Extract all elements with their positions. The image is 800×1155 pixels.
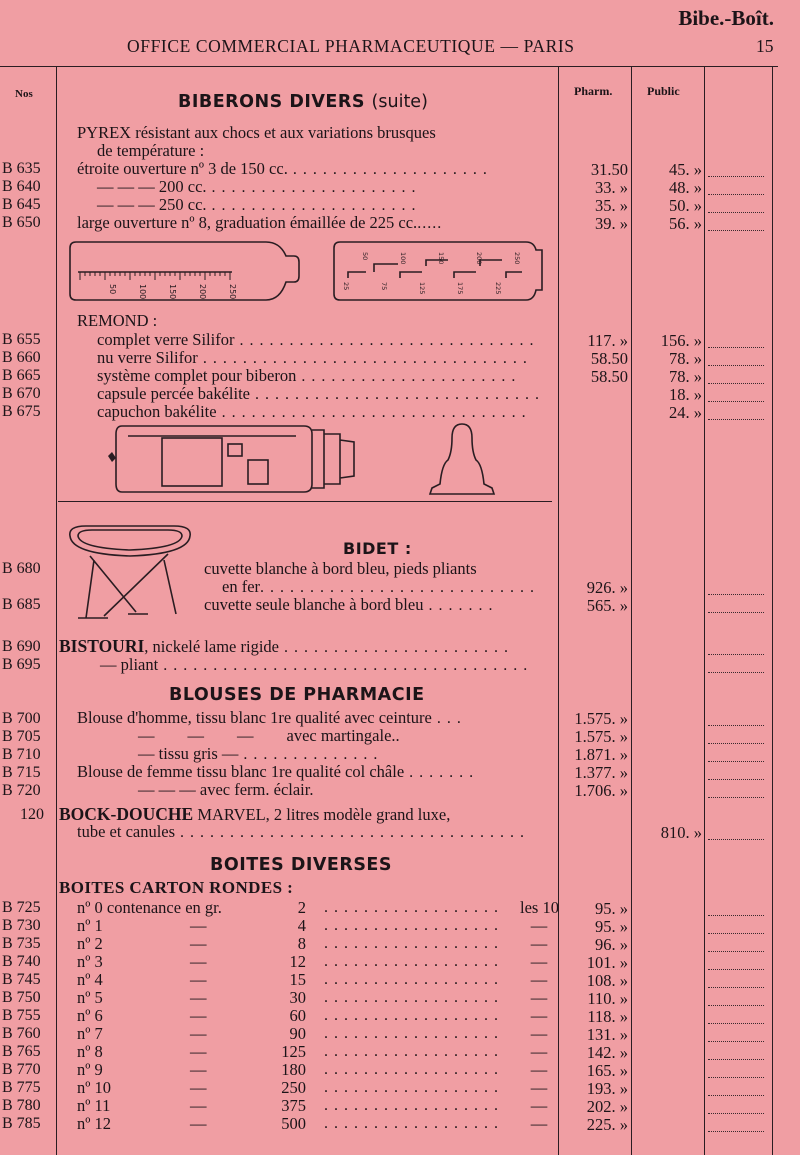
ditto-mark: — [190,1114,207,1133]
item-code: B 665 [2,367,41,384]
bidet-heading: BIDET : [343,539,412,558]
column-divider-right [772,66,773,1155]
pyrex-description-2: de température : [97,141,205,160]
box-number: nº 10 [77,1078,111,1097]
item-text: — — — 250 cc. [97,195,207,214]
column-divider-code [56,66,57,1155]
dotted-line [708,594,764,595]
unit-quantity: — [530,952,548,971]
item-code: B 655 [2,331,41,348]
leader-dots: . . . . . . . . . . . . . . . . . . [324,1061,499,1078]
pharm-price: 225. » [586,1115,628,1134]
box-number: nº 2 [77,934,103,953]
unit-quantity: — [530,1114,548,1133]
ditto-mark: — [190,970,207,989]
pharm-price: 95. » [595,917,628,936]
item-code: B 660 [2,349,41,366]
leader-dots: . . . [431,710,462,727]
item-code: B 680 [2,560,41,577]
dotted-line [708,1059,764,1060]
pharm-price: 39. » [595,214,628,233]
page-header-title: OFFICE COMMERCIAL PHARMACEUTIQUE — PARIS [127,36,575,56]
graduation-label: 25 [342,282,350,291]
column-header-public: Public [647,84,680,98]
dotted-line [708,933,764,934]
item-text: , nickelé lame rigide [144,637,279,656]
pharm-price: 1.706. » [574,781,628,800]
unit-quantity: — [530,916,548,935]
pharm-price: 165. » [586,1061,628,1080]
pharm-price: 95. » [595,899,628,918]
dotted-line [708,419,764,420]
dotted-line [708,761,764,762]
leader-dots: . . . . . . . . . . . . . . . . . . [324,1079,499,1096]
ditto-mark: — [190,916,207,935]
pharm-price: 58.50 [590,367,628,386]
item-code: B 725 [2,899,41,916]
leader-dots: . . . . . . . . . . . . . . . . . . . . . . . . . . . . . . . [216,404,527,421]
leader-dots: . . . . . . . . . . . . . . . . . . [324,1007,499,1024]
item-description [100,656,528,675]
dotted-line [708,612,764,613]
dotted-line [708,1005,764,1006]
dotted-line [708,672,764,673]
graduation-label: 225 [494,282,502,295]
public-price: 810. » [660,823,702,842]
item-text: étroite ouverture nº 3 de 150 cc. [77,159,288,178]
graduation-label: 250 [228,284,237,300]
box-number: nº 8 [77,1042,103,1061]
box-number: nº 3 [77,952,103,971]
item-text: en fer [222,577,261,596]
pharm-price: 1.377. » [574,763,628,782]
box-capacity: 2 [297,898,306,917]
leader-dots: ..... [417,215,443,232]
public-price: 156. » [660,331,702,350]
pharm-price: 1.575. » [574,709,628,728]
boites-subheading: BOITES CARTON RONDES : [59,878,294,897]
leader-dots: . . . . . . . . . . . . . . . . . . [324,1115,499,1132]
item-text: capsule percée bakélite [97,384,250,403]
pharm-price: 926. » [586,578,628,597]
item-code: B 770 [2,1061,41,1078]
leader-dots: . . . . . . . . . . . . . . . . . . . . . . . . . . . . . . . . . [197,350,528,367]
dotted-line [708,1041,764,1042]
ditto-mark: — [190,1042,207,1061]
item-text: Blouse d'homme, tissu blanc 1re qualité avec ceinture [77,708,432,727]
box-capacity: 500 [281,1114,306,1133]
item-text: — tissu gris — [138,744,239,763]
pharm-price: 202. » [586,1097,628,1116]
graduation-label: 75 [380,282,388,291]
public-price: 78. » [669,367,702,386]
column-header-pharm: Pharm. [574,84,613,98]
dotted-line [708,1131,764,1132]
unit-quantity: — [530,1078,548,1097]
leader-dots: . . . . . . . . . . . . . . . . . . . . . . . [278,639,509,656]
item-code: B 705 [2,728,41,745]
remond-heading: REMOND : [77,311,158,330]
dotted-line [708,347,764,348]
box-capacity: 250 [281,1078,306,1097]
public-price: 18. » [669,385,702,404]
table-top-rule [0,66,778,67]
dotted-line [708,401,764,402]
bidet-illustration [64,520,196,624]
leader-dots: . . . . . . . . . . . . . . . . . . . . . [206,179,417,196]
pyrex-bottle-narrow-illustration [66,238,306,306]
pharm-price: 108. » [586,971,628,990]
dotted-line [708,1023,764,1024]
leader-dots: . . . . . . . . . . . . . . . . . . [324,1025,499,1042]
pharm-price: 193. » [586,1079,628,1098]
item-code: B 760 [2,1025,41,1042]
box-capacity: 8 [297,934,306,953]
box-number: nº 12 [77,1114,111,1133]
leader-dots: . . . . . . . . . . . . . . . . . . . . . [206,197,417,214]
leader-dots: . . . . . . . . . . . . . . . . . . . . . . . . . . . . . [250,386,540,403]
column-header-no: Nos [15,88,33,100]
unit-quantity: les 10 [520,898,559,917]
unit-quantity: — [530,1024,548,1043]
unit-quantity: — [530,1096,548,1115]
pharm-price: 142. » [586,1043,628,1062]
leader-dots: . . . . . . . . . . . . . . [238,746,379,763]
item-description [59,637,509,657]
item-text: nu verre Silifor [97,348,198,367]
box-capacity: 12 [289,952,306,971]
leader-dots: . . . . . . . [404,764,475,781]
box-capacity: 60 [289,1006,306,1025]
leader-dots: . . . . . . . . . . . . . . . . . . [324,935,499,952]
ditto-mark: — [190,1060,207,1079]
item-code: B 710 [2,746,41,763]
graduation-label: 100 [138,284,147,300]
pyrex-description-1: PYREX résistant aux chocs et aux variations brusques [77,123,436,142]
page-number: 15 [756,36,774,56]
public-price: 56. » [669,214,702,233]
box-number: nº 7 [77,1024,103,1043]
ditto-mark: — [190,988,207,1007]
item-code: B 765 [2,1043,41,1060]
item-code: B 670 [2,385,41,402]
dotted-line [708,779,764,780]
item-text: complet verre Silifor [97,330,235,349]
unit-quantity: — [530,1006,548,1025]
graduation-label: 175 [456,282,464,295]
ditto-mark: — [190,1078,207,1097]
ditto-mark: — [190,952,207,971]
dotted-line [708,743,764,744]
bistouri-name: BISTOURI [59,636,145,656]
remond-bottle-illustration [104,420,374,498]
unit-quantity: — [530,970,548,989]
box-capacity: 125 [281,1042,306,1061]
unit-quantity: — [530,1060,548,1079]
graduation-label: 200 [475,252,483,265]
item-description [77,214,442,233]
item-code: B 785 [2,1115,41,1132]
ditto-mark: — [190,934,207,953]
leader-dots: . . . . . . . . . . . . . . . . . . . . . . . . . . . . . . . . . . . . . [158,657,529,674]
dotted-line [708,1113,764,1114]
graduation-label: 150 [168,284,177,300]
item-code: B 740 [2,953,41,970]
dotted-line [708,1077,764,1078]
pharm-price: 96. » [595,935,628,954]
biberons-heading-text: BIBERONS DIVERS [178,92,365,112]
pharm-price: 35. » [595,196,628,215]
item-code: B 650 [2,214,41,231]
leader-dots: . . . . . . . . . . . . . . . . . . [324,899,499,916]
box-capacity: 30 [289,988,306,1007]
box-capacity: 375 [281,1096,306,1115]
graduation-labels [342,252,521,294]
public-price: 45. » [669,160,702,179]
item-text: — — — 200 cc. [97,177,207,196]
ditto-mark: — [190,1096,207,1115]
graduation-label: 200 [198,284,207,300]
item-code: B 675 [2,403,41,420]
item-code: B 640 [2,178,41,195]
item-code: B 690 [2,638,41,655]
public-price: 48. » [669,178,702,197]
item-text: capuchon bakélite [97,402,217,421]
box-capacity: 15 [289,970,306,989]
item-code: B 755 [2,1007,41,1024]
dotted-line [708,951,764,952]
leader-dots: . . . . . . . . . . . . . . . . . . [324,917,499,934]
column-divider-public [704,66,705,1155]
dotted-line [708,194,764,195]
item-description: — — — avec martingale.. [138,726,400,745]
biberons-heading-suffix: (suite) [371,92,428,112]
section-tag: Bibe.-Boît. [678,6,774,30]
item-description [204,596,493,615]
item-code: B 775 [2,1079,41,1096]
graduation-ticks [80,272,230,280]
box-number: nº 5 [77,988,103,1007]
box-number: nº 9 [77,1060,103,1079]
dotted-line [708,987,764,988]
pharm-price: 110. » [587,989,628,1008]
item-description: cuvette blanche à bord bleu, pieds pliants [204,559,477,578]
pharm-price: 131. » [586,1025,628,1044]
pharm-price: 58.50 [590,349,628,368]
leader-dots: . . . . . . . . . . . . . . . . . . . . [287,161,488,178]
dotted-line [708,1095,764,1096]
dotted-line [708,383,764,384]
section-heading-biberons [178,92,428,112]
item-description-continued [77,823,525,842]
leader-dots: . . . . . . . [423,597,494,614]
item-description: — — — avec ferm. éclair. [138,780,314,799]
item-code: B 730 [2,917,41,934]
pharm-price: 33. » [595,178,628,197]
leader-dots: . . . . . . . . . . . . . . . . . . [324,1043,499,1060]
box-capacity: 90 [289,1024,306,1043]
pharm-price: 1.871. » [574,745,628,764]
graduation-label: 50 [108,284,117,295]
leader-dots: . . . . . . . . . . . . . . . . . . [324,989,499,1006]
leader-dots: . . . . . . . . . . . . . . . . . . [324,1097,499,1114]
item-text: cuvette seule blanche à bord bleu [204,595,424,614]
item-code: B 720 [2,782,41,799]
item-code: B 745 [2,971,41,988]
section-heading-blouses: BLOUSES DE PHARMACIE [169,685,425,705]
graduation-label: 50 [361,252,369,261]
box-number: nº 1 [77,916,103,935]
pharm-price: 118. » [587,1007,628,1026]
dotted-line [708,797,764,798]
graduation-label: 100 [399,252,407,265]
pharm-price: 101. » [586,953,628,972]
leader-dots: . . . . . . . . . . . . . . . . . . . . . . . . . . . . [260,579,536,596]
item-code: B 715 [2,764,41,781]
public-price: 24. » [669,403,702,422]
bock-name: BOCK-DOUCHE [59,804,194,824]
ditto-mark: — [190,1006,207,1025]
item-code: B 750 [2,989,41,1006]
box-number: nº 6 [77,1006,103,1025]
public-price: 78. » [669,349,702,368]
leader-dots: . . . . . . . . . . . . . . . . . . . . . . [296,368,517,385]
item-text: MARVEL, 2 litres modèle grand luxe, [197,805,451,824]
public-price: 50. » [669,196,702,215]
pyrex-bottle-wide-illustration [330,238,548,306]
unit-quantity: — [530,988,548,1007]
graduation-label: 125 [418,282,426,295]
dotted-line [708,969,764,970]
unit-quantity: — [530,934,548,953]
item-code: 120 [20,806,44,823]
dotted-line [708,915,764,916]
ditto-mark: — [190,1024,207,1043]
dotted-line [708,654,764,655]
box-number: nº 0 contenance en gr. [77,898,222,917]
dotted-line [708,176,764,177]
graduation-label: 250 [513,252,521,265]
graduation-label: 150 [437,252,445,265]
section-heading-boites: BOITES DIVERSES [210,855,392,875]
item-text: Blouse de femme tissu blanc 1re qualité col châle [77,762,405,781]
box-capacity: 180 [281,1060,306,1079]
pharm-price: 565. » [586,596,628,615]
unit-quantity: — [530,1042,548,1061]
dotted-line [708,212,764,213]
item-code: B 645 [2,196,41,213]
pharm-price: 1.575. » [574,727,628,746]
dotted-line [708,839,764,840]
leader-dots: . . . . . . . . . . . . . . . . . . [324,953,499,970]
item-text: — pliant [100,655,159,674]
dotted-line [708,365,764,366]
section-divider [58,501,552,502]
dotted-line [708,230,764,231]
item-code: B 780 [2,1097,41,1114]
dotted-line [708,725,764,726]
pharm-price: 31.50 [590,160,628,179]
item-code: B 685 [2,596,41,613]
nipple-illustration [426,420,500,498]
item-code: B 695 [2,656,41,673]
leader-dots: . . . . . . . . . . . . . . . . . . [324,971,499,988]
item-code: B 735 [2,935,41,952]
graduation-labels [108,284,237,299]
box-number: nº 4 [77,970,103,989]
leader-dots: . . . . . . . . . . . . . . . . . . . . . . . . . . . . . . . . . . . [175,824,526,841]
leader-dots: . . . . . . . . . . . . . . . . . . . . . . . . . . . . . . [234,332,535,349]
item-text: large ouverture nº 8, graduation émaillée de 225 cc. [77,213,418,232]
item-code: B 635 [2,160,41,177]
item-text: système complet pour biberon [97,366,297,385]
pharm-price: 117. » [587,331,628,350]
box-capacity: 4 [297,916,306,935]
box-number: nº 11 [77,1096,111,1115]
item-text: tube et canules [77,822,176,841]
item-code: B 700 [2,710,41,727]
